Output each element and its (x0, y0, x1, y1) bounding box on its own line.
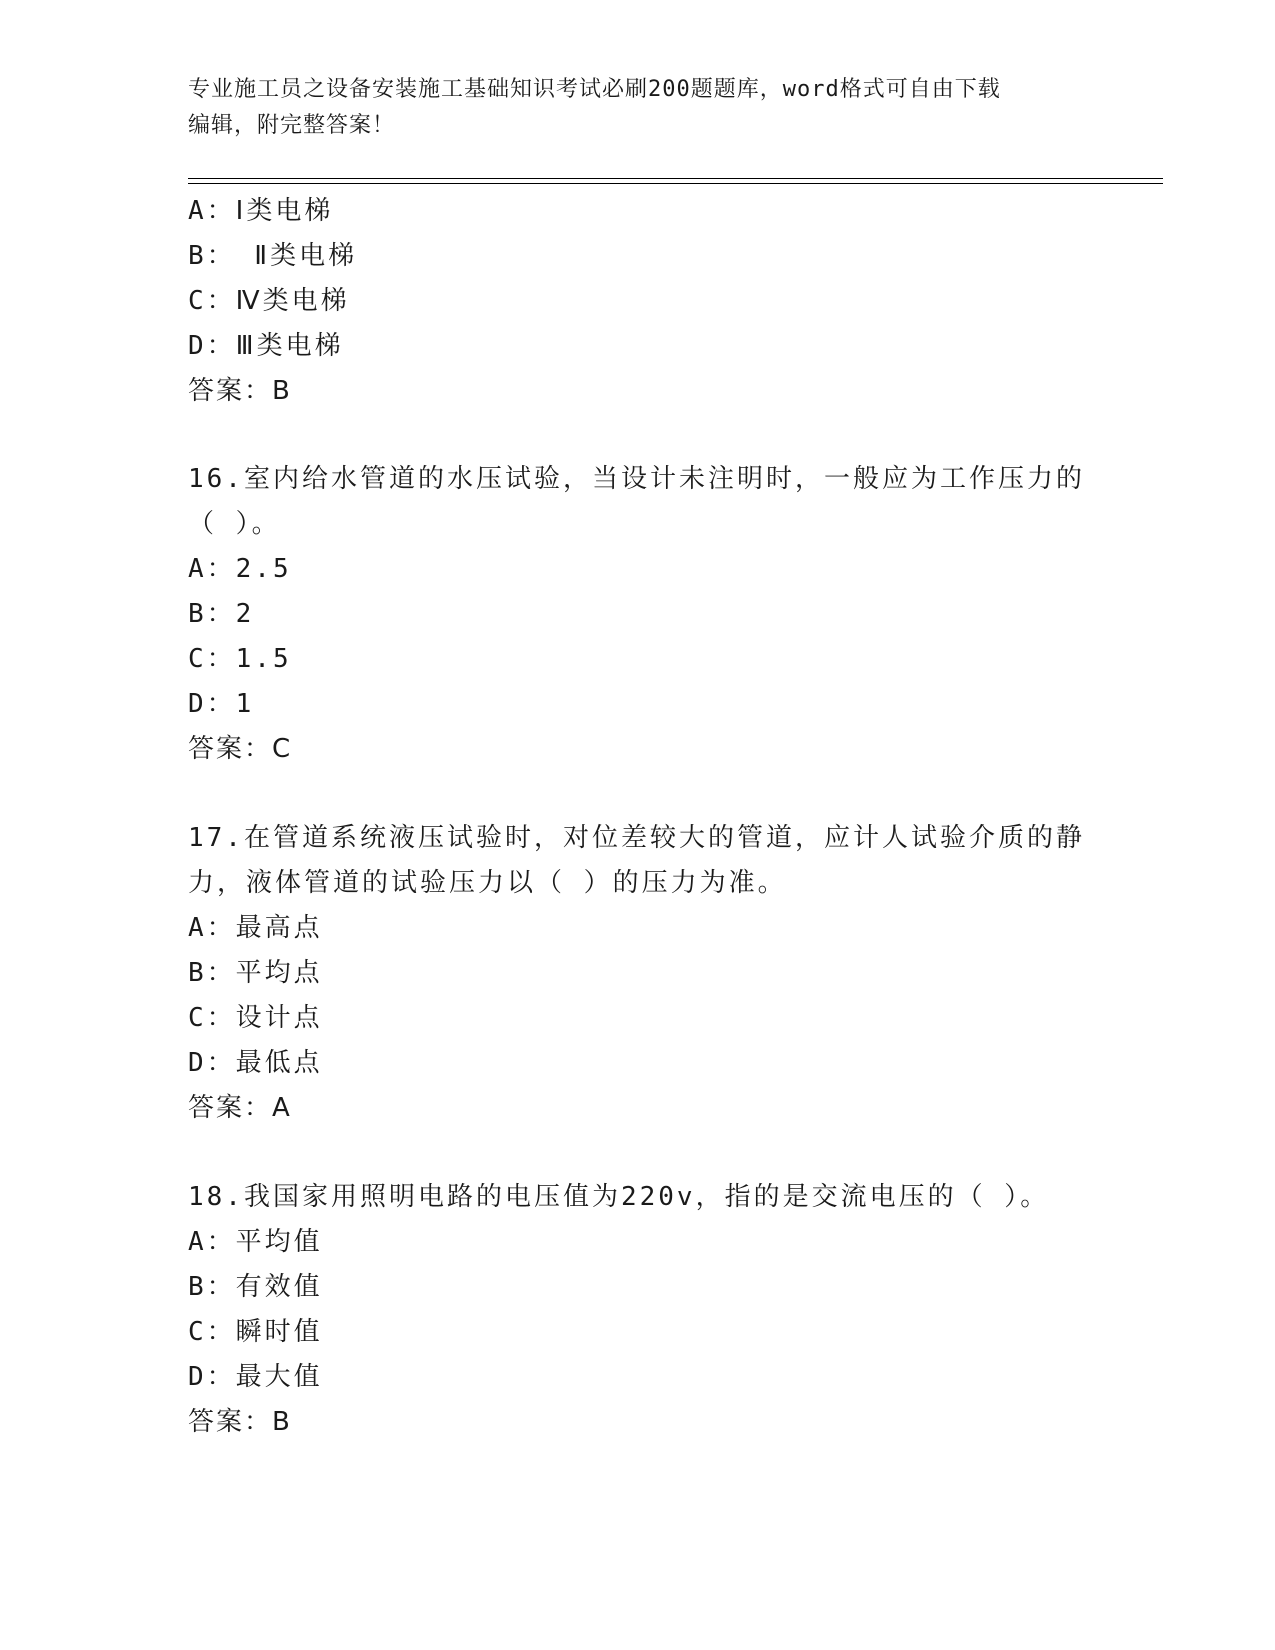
q18-option-b: B：有效值 (188, 1272, 323, 1302)
q17-option-d: D：最低点 (188, 1048, 323, 1078)
q15-option-c: C：Ⅳ类电梯 (188, 286, 350, 316)
header-title-line-2: 编辑，附完整答案！ (188, 113, 396, 138)
q17-option-b: B：平均点 (188, 958, 323, 988)
document-header (188, 72, 1088, 144)
q16-stem-line-2: （ ）。 (188, 509, 281, 539)
q16-option-d: D：1 (188, 689, 255, 719)
header-title-line-1: 专业施工员之设备安装施工基础知识考试必刷200题题库，word格式可自由下载 (188, 77, 1001, 102)
q15-option-d: D：Ⅲ类电梯 (188, 331, 344, 361)
q16-answer: 答案：C (188, 734, 293, 764)
q15-answer: 答案：B (188, 376, 292, 406)
q17-stem-line-1: 17.在管道系统液压试验时，对位差较大的管道，应计人试验介质的静 (188, 823, 1085, 853)
q17-option-c: C：设计点 (188, 1003, 323, 1033)
q16-stem-line-1: 16.室内给水管道的水压试验，当设计未注明时，一般应为工作压力的 (188, 464, 1085, 494)
q18-option-d: D：最大值 (188, 1362, 323, 1392)
q17-stem-line-2: 力，液体管道的试验压力以（ ）的压力为准。 (188, 868, 787, 898)
q17-option-a: A：最高点 (188, 913, 323, 943)
q17-answer: 答案：A (188, 1093, 292, 1123)
q16-option-b: B：2 (188, 599, 255, 629)
q15-option-a: A：Ⅰ类电梯 (188, 196, 334, 226)
q15-option-b: B： Ⅱ类电梯 (188, 241, 358, 271)
q18-option-a: A：平均值 (188, 1227, 323, 1257)
q18-option-c: C：瞬时值 (188, 1317, 323, 1347)
q16-option-c: C：1.5 (188, 644, 292, 674)
q18-stem-line-1: 18.我国家用照明电路的电压值为220v，指的是交流电压的（ ）。 (188, 1182, 1050, 1212)
q18-answer: 答案：B (188, 1407, 292, 1437)
q16-option-a: A：2.5 (188, 554, 292, 584)
header-divider-top (188, 178, 1163, 179)
header-divider-bottom (188, 183, 1163, 184)
